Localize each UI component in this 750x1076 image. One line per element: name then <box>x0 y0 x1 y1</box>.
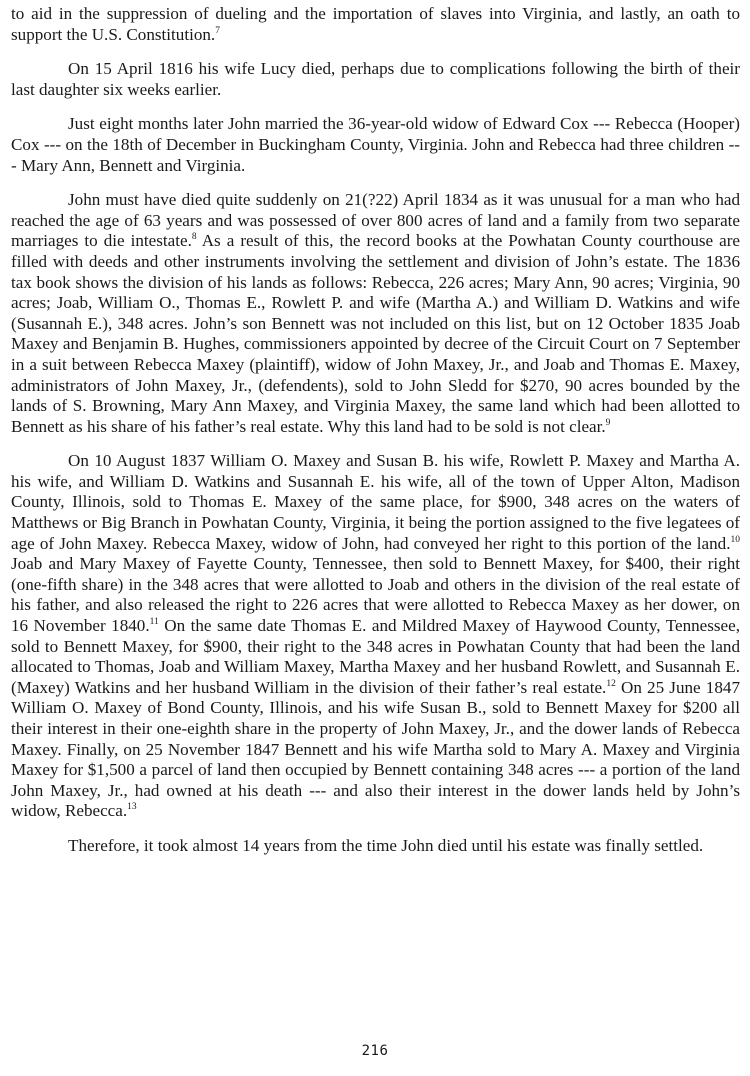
paragraph-text: Just eight months later John married the 36-year-old widow of Edward Cox --- Rebecca (Hooper) Cox --- on the 18th of December in Buckingham County, Virginia. John and Rebecca had three children --- Mary Ann, Bennett and Virginia. <box>11 114 740 175</box>
paragraph-second-marriage <box>11 114 740 176</box>
paragraph-text: On 15 April 1816 his wife Lucy died, perhaps due to complications following the birth of their last daughter six weeks earlier. <box>11 59 740 99</box>
footnote-marker: 13 <box>127 802 137 813</box>
footnote-marker: 12 <box>606 678 616 689</box>
paragraph-text: On 25 June 1847 William O. Maxey of Bond County, Illinois, and his wife Susan B., sold to Bennett Maxey for $200 all their interest in their one-eighth share in the property of John Maxey, Jr., and the dower lands of Rebecca Maxey. Finally, on 25 November 1847 Bennett and his wife Martha sold to Mary A. Maxey and Virginia Maxey for $1,500 a parcel of land then occupied by Bennett containing 348 acres --- a portion of the land John Maxey, Jr., had owned at his death --- and also their interest in the dower lands held by John’s widow, Rebecca. <box>11 677 740 821</box>
footnote-marker: 10 <box>730 534 740 545</box>
paragraph-conclusion <box>11 836 740 857</box>
footnote-marker: 11 <box>149 617 159 628</box>
paragraph-text: to aid in the suppression of dueling and the importation of slaves into Virginia, and lastly, an oath to support the U.S. Constitution. <box>11 4 740 44</box>
paragraph-oath <box>11 4 740 45</box>
paragraph-land-sales <box>11 451 740 822</box>
paragraph-text: Joab and Mary Maxey of Fayette County, Tennessee, then sold to Bennett Maxey, for $400, their right (one-fifth share) in the 348 acres that were allotted to Joab and others in the division of the real estate of his father, and also released the right to 226 acres that were allotted to Rebecca Maxey as her dower, on 16 November 1840. <box>11 554 740 636</box>
footnote-marker: 9 <box>605 417 611 428</box>
paragraph-text: As a result of this, the record books at the Powhatan County courthouse are filled with deeds and other instruments involving the settlement and division of John’s estate. The 1836 tax book shows the division of his lands as follows: Rebecca, 226 acres; Mary Ann, 90 acres; Virginia, 90 acres; Joab, William O., Thomas E., Rowlett P. and wife (Martha A.) and William D. Watkins and wife (Susannah E.), 348 acres. John’s son Bennett was not included on this list, but on 12 October 1835 Joab Maxey and Benjamin B. Hughes, commissioners appointed by decree of the Circuit Court on 7 September in a suit between Rebecca Maxey (plaintiff), widow of John Maxey, Jr., and Joab and Thomas E. Maxey, administrators of John Maxey, Jr., (defendents), sold to John Sledd for $270, 90 acres bounded by the lands of S. Browning, Mary Ann Maxey, and Virginia Maxey, the same land which had been allotted to Bennett as his share of his father’s real estate. Why this land had to be sold is not clear. <box>11 231 740 436</box>
paragraph-john-death <box>11 190 740 437</box>
footnote-marker: 7 <box>215 25 220 36</box>
footnote-marker: 8 <box>191 232 197 243</box>
paragraph-lucy-death <box>11 59 740 100</box>
paragraph-text: On the same date Thomas E. and Mildred Maxey of Haywood County, Tennessee, sold to Bennett Maxey, for $900, their right to the 348 acres in Powhatan County that had been the land allocated to Thomas, Joab and William Maxey, Martha Maxey and her husband Rowlett, and Susannah E. (Maxey) Watkins and her husband William in the division of their father’s real estate. <box>11 616 740 697</box>
page-number: 216 <box>361 1043 389 1059</box>
paragraph-text: On 10 August 1837 William O. Maxey and Susan B. his wife, Rowlett P. Maxey and Martha A. his wife, and William D. Watkins and Susannah E. his wife, all of the town of Upper Alton, Madison County, Illinois, sold to Thomas E. Maxey of the same place, for $900, 348 acres on the waters of Matthews or Big Branch in Powhatan County, Virginia, it being the portion assigned to the five legatees of age of John Maxey. Rebecca Maxey, widow of John, had conveyed her right to this portion of the land. <box>11 451 740 553</box>
paragraph-text: John must have died quite suddenly on 21(?22) April 1834 as it was unusual for a man who had reached the age of 63 years and was possessed of over 800 acres of land and a family from two separate marriages to die intestate. <box>11 190 740 251</box>
paragraph-text: Therefore, it took almost 14 years from the time John died until his estate was finally settled. <box>68 835 704 855</box>
